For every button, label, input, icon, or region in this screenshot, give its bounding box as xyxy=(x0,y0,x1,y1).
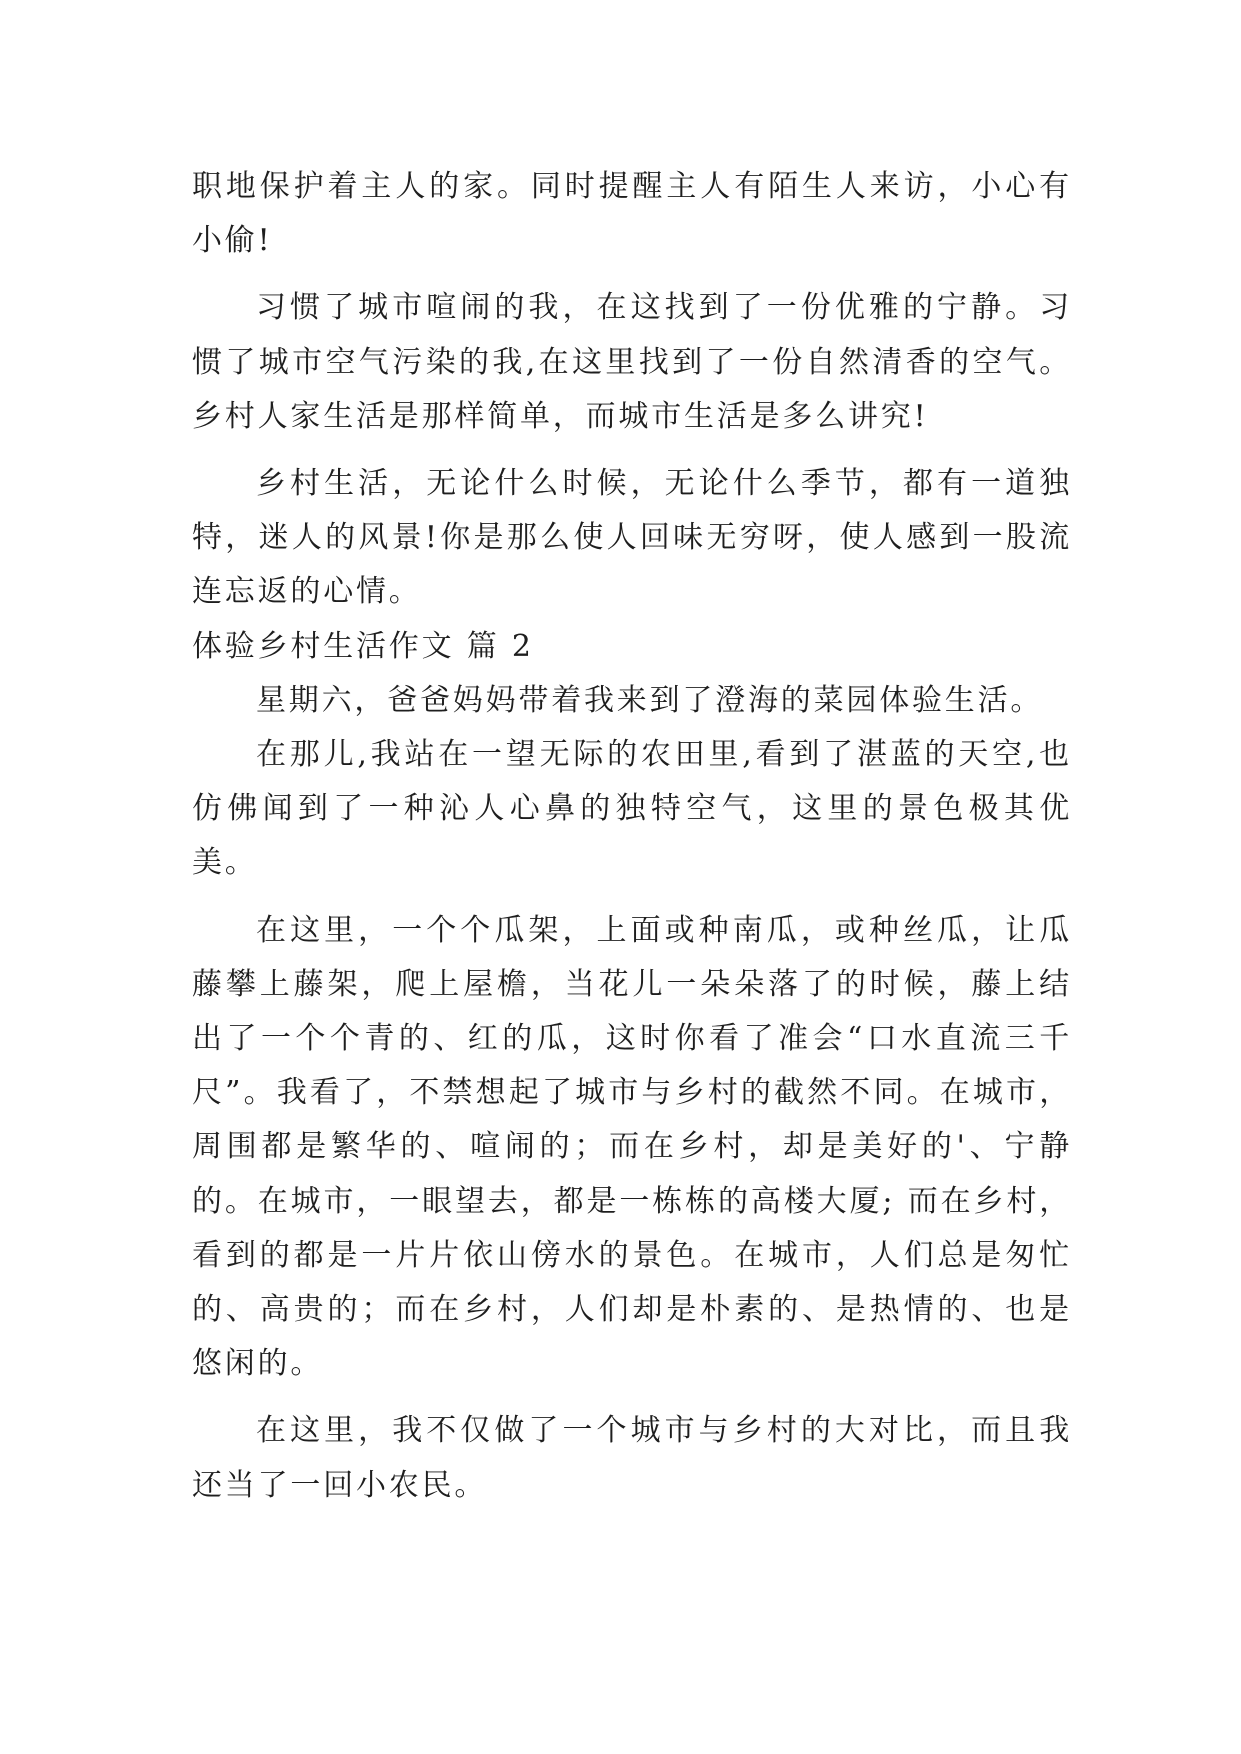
paragraph: 在这里，一个个瓜架，上面或种南瓜，或种丝瓜，让瓜藤攀上藤架，爬上屋檐，当花儿一朵朵落了的时候，藤上结出了一个个青的、红的瓜，这时你看了准会“口水直流三千尺”。我看了，不禁想起了城市与乡村的截然不同。在城市，周围都是繁华的、喧闹的；而在乡村，却是美好的'、宁静的。在城市，一眼望去，都是一栋栋的高楼大厦; 而在乡村，看到的都是一片片依山傍水的景色。在城市，人们总是匆忙的、高贵的；而在乡村，人们却是朴素的、是热情的、也是悠闲的。 xyxy=(192,912,1072,1382)
paragraph-gap xyxy=(192,891,1072,904)
paragraph-gap xyxy=(192,444,1072,457)
paragraph-gap xyxy=(192,268,1072,281)
document-page xyxy=(192,160,1072,1513)
section-heading: 体验乡村生活作文 篇 2 xyxy=(192,628,534,664)
paragraph: 在这里，我不仅做了一个城市与乡村的大对比，而且我还当了一回小农民。 xyxy=(192,1413,1072,1503)
paragraph: 在那儿,我站在一望无际的农田里,看到了湛蓝的天空,也仿佛闻到了一种沁人心鼻的独特空气，这里的景色极其优美。 xyxy=(192,737,1072,881)
paragraph: 习惯了城市喧闹的我，在这找到了一份优雅的宁静。习惯了城市空气污染的我,在这里找到了一份自然清香的空气。乡村人家生活是那样简单，而城市生活是多么讲究! xyxy=(192,290,1072,434)
paragraph: 星期六，爸爸妈妈带着我来到了澄海的菜园体验生活。 xyxy=(256,682,1044,718)
paragraph-gap xyxy=(192,1391,1072,1404)
paragraph: 乡村生活，无论什么时候，无论什么季节，都有一道独特，迷人的风景!你是那么使人回味无穷呀，使人感到一股流连忘返的心情。 xyxy=(192,466,1072,610)
paragraph-continued: 职地保护着主人的家。同时提醒主人有陌生人来访，小心有小偷! xyxy=(192,169,1072,259)
